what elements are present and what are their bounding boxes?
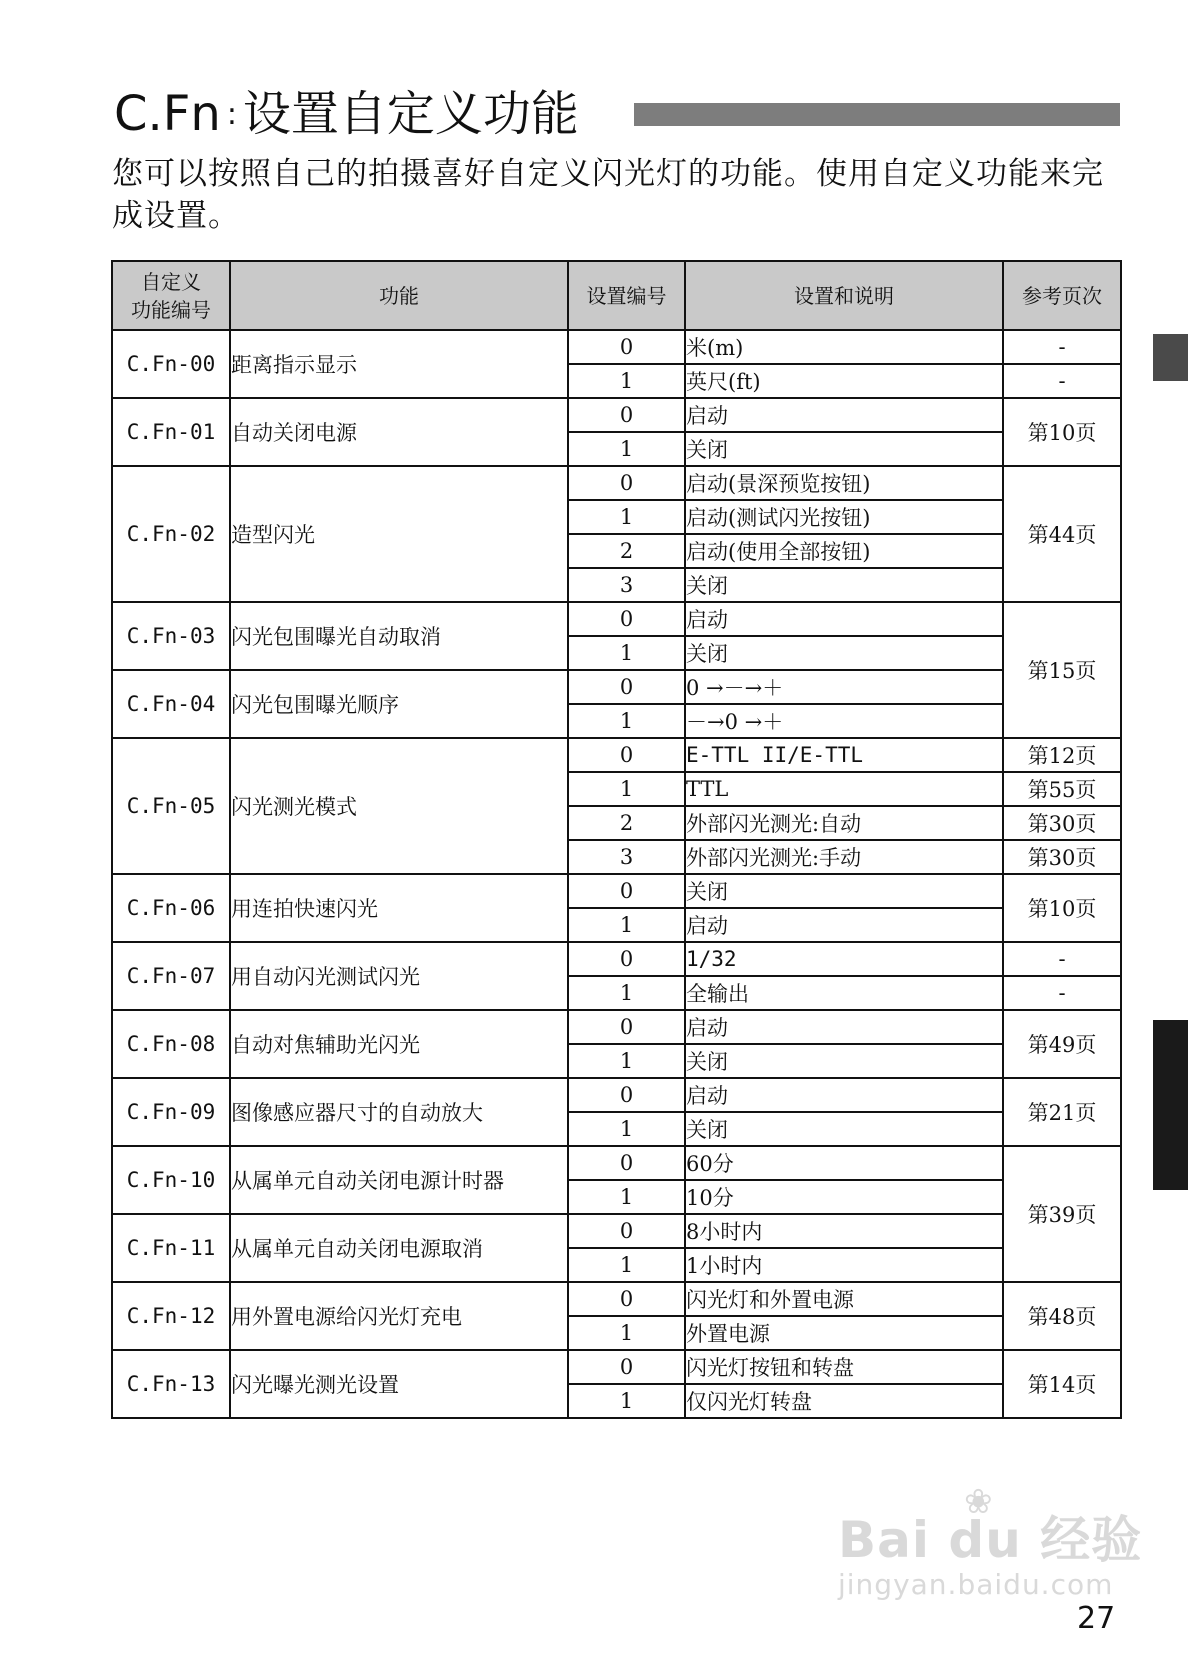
ref-page: 第14页: [1003, 1350, 1121, 1418]
fn-function: 自动对焦辅助光闪光: [230, 1010, 568, 1078]
setting-num: 2: [568, 534, 685, 568]
setting-desc: 0 →－→＋: [685, 670, 1003, 704]
setting-num: 1: [568, 364, 685, 398]
setting-desc: E-TTL II/E-TTL: [685, 738, 1003, 772]
fn-function: 图像感应器尺寸的自动放大: [230, 1078, 568, 1146]
setting-desc: TTL: [685, 772, 1003, 806]
watermark-brand: Bai du 经验: [838, 1511, 1143, 1569]
fn-function: 用自动闪光测试闪光: [230, 942, 568, 1010]
setting-desc: 启动: [685, 1010, 1003, 1044]
fn-code: C.Fn-01: [112, 398, 230, 466]
setting-num: 0: [568, 942, 685, 976]
baidu-watermark: [838, 1482, 1143, 1601]
table-row: [112, 738, 1121, 772]
fn-code: C.Fn-08: [112, 1010, 230, 1078]
ref-page: 第30页: [1003, 840, 1121, 874]
title-prefix: C.Fn: [114, 86, 221, 142]
ref-page: 第48页: [1003, 1282, 1121, 1350]
setting-num: 1: [568, 908, 685, 942]
ref-page: 第15页: [1003, 602, 1121, 738]
ref-page: 第10页: [1003, 874, 1121, 942]
setting-num: 0: [568, 1078, 685, 1112]
setting-num: 3: [568, 568, 685, 602]
setting-num: 1: [568, 1248, 685, 1282]
setting-num: 1: [568, 704, 685, 738]
setting-desc: 启动(使用全部按钮): [685, 534, 1003, 568]
fn-code: C.Fn-13: [112, 1350, 230, 1418]
fn-code: C.Fn-09: [112, 1078, 230, 1146]
fn-code: C.Fn-00: [112, 330, 230, 398]
header-setting-desc: 设置和说明: [685, 261, 1003, 330]
setting-desc: 关闭: [685, 636, 1003, 670]
fn-code: C.Fn-06: [112, 874, 230, 942]
setting-desc: 英尺(ft): [685, 364, 1003, 398]
ref-page: 第49页: [1003, 1010, 1121, 1078]
fn-function: 用连拍快速闪光: [230, 874, 568, 942]
ref-page: 第12页: [1003, 738, 1121, 772]
table-row: [112, 670, 1121, 704]
setting-num: 0: [568, 398, 685, 432]
setting-num: 0: [568, 1010, 685, 1044]
setting-desc: 1小时内: [685, 1248, 1003, 1282]
header-function: 功能: [230, 261, 568, 330]
fn-code: C.Fn-02: [112, 466, 230, 602]
setting-num: 0: [568, 738, 685, 772]
setting-desc: 8小时内: [685, 1214, 1003, 1248]
fn-code: C.Fn-03: [112, 602, 230, 670]
setting-desc: 关闭: [685, 1112, 1003, 1146]
page-number: 27: [1077, 1601, 1116, 1636]
setting-num: 0: [568, 1214, 685, 1248]
setting-desc: 启动: [685, 908, 1003, 942]
setting-desc: 闪光灯和外置电源: [685, 1282, 1003, 1316]
header-ref-page: 参考页次: [1003, 261, 1121, 330]
header-code: 自定义 功能编号: [112, 261, 230, 330]
header-setting-no: 设置编号: [568, 261, 685, 330]
setting-desc: 外置电源: [685, 1316, 1003, 1350]
setting-desc: －→0 →＋: [685, 704, 1003, 738]
setting-num: 0: [568, 1282, 685, 1316]
fn-function: 闪光测光模式: [230, 738, 568, 874]
setting-num: 0: [568, 330, 685, 364]
fn-function: 距离指示显示: [230, 330, 568, 398]
setting-desc: 仅闪光灯转盘: [685, 1384, 1003, 1418]
table-row: [112, 1010, 1121, 1044]
table-row: [112, 942, 1121, 976]
setting-num: 1: [568, 1044, 685, 1078]
title-bar: [634, 103, 1120, 126]
setting-num: 1: [568, 1112, 685, 1146]
setting-num: 1: [568, 636, 685, 670]
table-row: [112, 398, 1121, 432]
title-text: 设置自定义功能: [242, 86, 579, 142]
intro-paragraph: 您可以按照自己的拍摄喜好自定义闪光灯的功能。使用自定义功能来完成设置。: [112, 156, 1104, 234]
ref-page: -: [1003, 942, 1121, 976]
ref-page: -: [1003, 976, 1121, 1010]
setting-num: 0: [568, 602, 685, 636]
fn-code: C.Fn-05: [112, 738, 230, 874]
ref-page: 第30页: [1003, 806, 1121, 840]
setting-num: 0: [568, 670, 685, 704]
title-separator: :: [226, 97, 237, 132]
side-tab-marker: [1153, 334, 1188, 381]
setting-desc: 米(m): [685, 330, 1003, 364]
ref-page: 第44页: [1003, 466, 1121, 602]
setting-num: 0: [568, 874, 685, 908]
paw-icon: ❀: [964, 1482, 993, 1522]
ref-page: 第21页: [1003, 1078, 1121, 1146]
setting-desc: 外部闪光测光:手动: [685, 840, 1003, 874]
setting-num: 1: [568, 1180, 685, 1214]
setting-num: 1: [568, 1384, 685, 1418]
setting-desc: 10分: [685, 1180, 1003, 1214]
ref-page: 第39页: [1003, 1146, 1121, 1282]
table-row: [112, 1214, 1121, 1248]
setting-desc: 外部闪光测光:自动: [685, 806, 1003, 840]
watermark-url: jingyan.baidu.com: [838, 1568, 1114, 1601]
setting-num: 2: [568, 806, 685, 840]
setting-num: 1: [568, 432, 685, 466]
setting-desc: 启动(测试闪光按钮): [685, 500, 1003, 534]
setting-desc: 1/32: [685, 942, 1003, 976]
side-tab-marker-active: [1153, 1020, 1188, 1190]
table-row: [112, 874, 1121, 908]
fn-function: 用外置电源给闪光灯充电: [230, 1282, 568, 1350]
setting-num: 1: [568, 500, 685, 534]
setting-desc: 关闭: [685, 874, 1003, 908]
setting-desc: 启动: [685, 398, 1003, 432]
fn-function: 自动关闭电源: [230, 398, 568, 466]
setting-desc: 启动: [685, 1078, 1003, 1112]
table-row: [112, 1078, 1121, 1112]
setting-num: 3: [568, 840, 685, 874]
fn-code: C.Fn-10: [112, 1146, 230, 1214]
ref-page: -: [1003, 364, 1121, 398]
fn-function: 从属单元自动关闭电源计时器: [230, 1146, 568, 1214]
setting-desc: 启动: [685, 602, 1003, 636]
table-row: [112, 330, 1121, 364]
setting-desc: 关闭: [685, 568, 1003, 602]
ref-page: 第10页: [1003, 398, 1121, 466]
fn-function: 闪光包围曝光顺序: [230, 670, 568, 738]
fn-function: 闪光曝光测光设置: [230, 1350, 568, 1418]
setting-num: 1: [568, 976, 685, 1010]
setting-num: 0: [568, 466, 685, 500]
setting-desc: 关闭: [685, 1044, 1003, 1078]
table-row: [112, 602, 1121, 636]
fn-code: C.Fn-07: [112, 942, 230, 1010]
ref-page: -: [1003, 330, 1121, 364]
table-row: [112, 1350, 1121, 1384]
custom-function-table: [111, 260, 1122, 1419]
setting-num: 0: [568, 1350, 685, 1384]
fn-code: C.Fn-11: [112, 1214, 230, 1282]
table-row: [112, 466, 1121, 500]
setting-num: 1: [568, 1316, 685, 1350]
table-header-row: [112, 261, 1121, 330]
ref-page: 第55页: [1003, 772, 1121, 806]
table-row: [112, 1146, 1121, 1180]
page-title: [114, 84, 579, 145]
setting-desc: 60分: [685, 1146, 1003, 1180]
setting-desc: 全输出: [685, 976, 1003, 1010]
fn-code: C.Fn-04: [112, 670, 230, 738]
fn-code: C.Fn-12: [112, 1282, 230, 1350]
fn-function: 从属单元自动关闭电源取消: [230, 1214, 568, 1282]
setting-desc: 闪光灯按钮和转盘: [685, 1350, 1003, 1384]
setting-num: 1: [568, 772, 685, 806]
table-row: [112, 1282, 1121, 1316]
fn-function: 造型闪光: [230, 466, 568, 602]
fn-function: 闪光包围曝光自动取消: [230, 602, 568, 670]
setting-desc: 关闭: [685, 432, 1003, 466]
setting-num: 0: [568, 1146, 685, 1180]
setting-desc: 启动(景深预览按钮): [685, 466, 1003, 500]
